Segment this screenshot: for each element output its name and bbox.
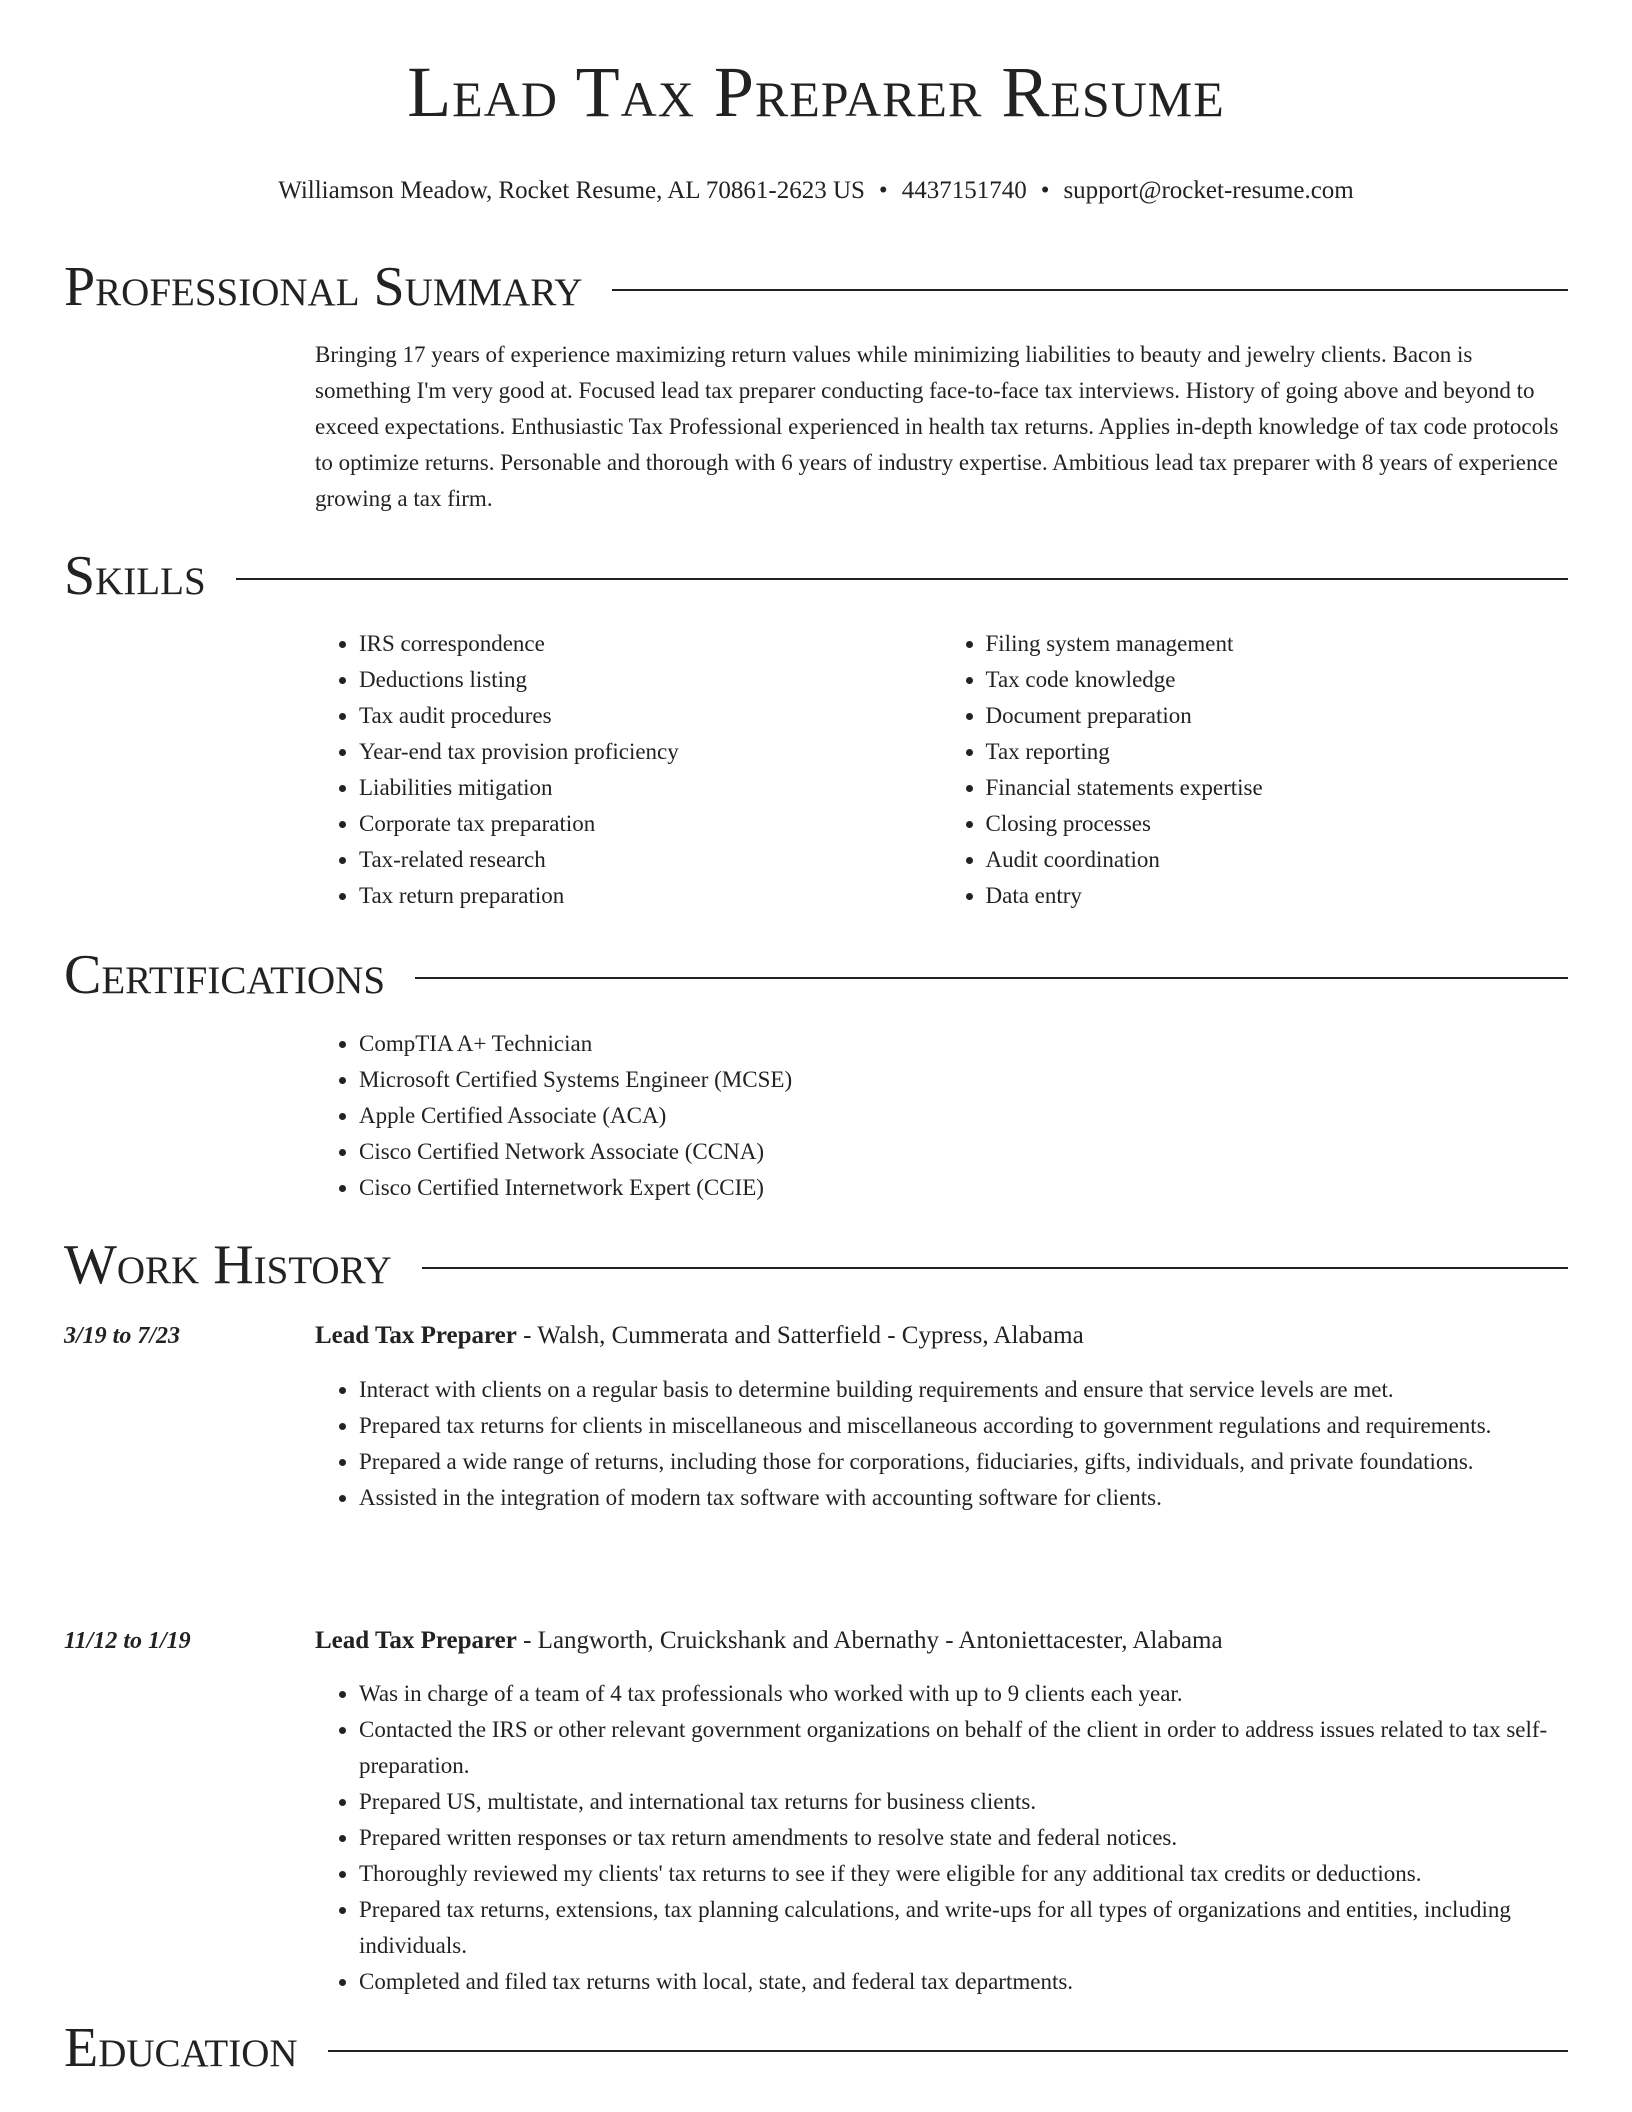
section-divider: [415, 977, 1568, 979]
contact-phone: 4437151740: [901, 177, 1027, 204]
job-duty: • Prepared tax returns, extensions, tax planning calculations, and write-ups for all types of organizations and entities, including individuals.: [359, 1892, 1568, 1964]
skill-item: • Document preparation: [986, 698, 1569, 734]
job-title: Lead Tax Preparer: [315, 1627, 517, 1654]
job-duties-list: [315, 1372, 1568, 1516]
job-heading: [315, 1623, 1223, 1659]
skill-item: • Tax audit procedures: [359, 698, 942, 734]
contact-separator: •: [878, 177, 888, 204]
job-duty: • Was in charge of a team of 4 tax professionals who worked with up to 9 clients each year.: [359, 1676, 1568, 1712]
job-duty: • Thoroughly reviewed my clients' tax returns to see if they were eligible for any additional tax credits or deductions.: [359, 1856, 1568, 1892]
certification-item: • Microsoft Certified Systems Engineer (MCSE): [359, 1062, 1568, 1098]
section-divider: [236, 578, 1568, 580]
contact-email[interactable]: support@rocket-resume.com: [1063, 177, 1354, 204]
summary-section-header: [64, 256, 1568, 318]
job-heading: [315, 1318, 1084, 1354]
work-section-header: [64, 1234, 1568, 1296]
job-employer: - Langworth, Cruickshank and Abernathy - Antoniettacester, Alabama: [516, 1627, 1223, 1654]
section-divider: [422, 1267, 1568, 1269]
skills-columns: [315, 626, 1568, 914]
skill-item: • Audit coordination: [986, 842, 1569, 878]
certification-item: • Cisco Certified Internetwork Expert (CCIE): [359, 1170, 1568, 1206]
education-heading: Education: [64, 2017, 298, 2079]
job-duty: • Completed and filed tax returns with local, state, and federal tax departments.: [359, 1964, 1568, 2000]
job-duties: [315, 1676, 1568, 2000]
skills-list-left: [315, 626, 942, 914]
skills-section-header: [64, 545, 1568, 607]
contact-separator: •: [1040, 177, 1050, 204]
skills-heading: Skills: [64, 545, 206, 607]
skill-item: • Closing processes: [986, 806, 1569, 842]
resume-title: Lead Tax Preparer Resume: [407, 52, 1225, 132]
skill-item: • Tax return preparation: [359, 878, 942, 914]
job-duty: • Prepared written responses or tax return amendments to resolve state and federal notices.: [359, 1820, 1568, 1856]
certifications-heading: Certifications: [64, 944, 386, 1006]
job-duties: [315, 1372, 1568, 1516]
work-heading: Work History: [64, 1234, 392, 1296]
job-dates: 3/19 to 7/23: [64, 1323, 181, 1349]
summary-heading: Professional Summary: [64, 256, 583, 318]
skill-item: • Year-end tax provision proficiency: [359, 734, 942, 770]
skill-item: • Tax-related research: [359, 842, 942, 878]
certifications-block: [315, 1026, 1568, 1206]
section-divider: [328, 2050, 1568, 2052]
job-duty: • Assisted in the integration of modern tax software with accounting software for clients.: [359, 1480, 1568, 1516]
certifications-list: [315, 1026, 1568, 1206]
skill-item: • Data entry: [986, 878, 1569, 914]
education-section-header: [64, 2017, 1568, 2079]
contact-line: [64, 178, 1568, 203]
skill-item: • Corporate tax preparation: [359, 806, 942, 842]
job-employer: - Walsh, Cummerata and Satterfield - Cypress, Alabama: [516, 1322, 1084, 1349]
job-title: Lead Tax Preparer: [315, 1322, 517, 1349]
skill-item: • Financial statements expertise: [986, 770, 1569, 806]
job-duty: • Contacted the IRS or other relevant government organizations on behalf of the client in order to address issues related to tax self-preparation.: [359, 1712, 1568, 1784]
job-duty: • Interact with clients on a regular basis to determine building requirements and ensure that service levels are met.: [359, 1372, 1568, 1408]
skill-item: • Tax reporting: [986, 734, 1569, 770]
job-duties-list: [315, 1676, 1568, 2000]
skill-item: • IRS correspondence: [359, 626, 942, 662]
section-divider: [612, 289, 1568, 291]
skill-item: • Tax code knowledge: [986, 662, 1569, 698]
skill-item: • Deductions listing: [359, 662, 942, 698]
job-duty: • Prepared tax returns for clients in miscellaneous and miscellaneous according to government regulations and requirements.: [359, 1408, 1568, 1444]
certification-item: • Apple Certified Associate (ACA): [359, 1098, 1568, 1134]
certification-item: • Cisco Certified Network Associate (CCNA): [359, 1134, 1568, 1170]
skill-item: • Filing system management: [986, 626, 1569, 662]
skills-list-right: [942, 626, 1569, 914]
job-duty: • Prepared a wide range of returns, including those for corporations, fiduciaries, gifts, individuals, and private foundations.: [359, 1444, 1568, 1480]
certifications-section-header: [64, 944, 1568, 1006]
summary-text: Bringing 17 years of experience maximizing return values while minimizing liabilities to beauty and jewelry clients. Bacon is something I'm very good at. Focused lead tax preparer conducting face-to-face tax interviews. History of going above and beyond to exceed expectations. Enthusiastic Tax Professional experienced in health tax returns. Applies in-depth knowledge of tax code protocols to optimize returns. Personable and thorough with 6 years of industry expertise. Ambitious lead tax preparer with 8 years of experience growing a tax firm.: [315, 342, 1559, 511]
skill-item: • Liabilities mitigation: [359, 770, 942, 806]
contact-address: Williamson Meadow, Rocket Resume, AL 70861-2623 US: [278, 177, 865, 204]
job-dates: 11/12 to 1/19: [64, 1628, 191, 1654]
job-duty: • Prepared US, multistate, and international tax returns for business clients.: [359, 1784, 1568, 1820]
certification-item: • CompTIA A+ Technician: [359, 1026, 1568, 1062]
